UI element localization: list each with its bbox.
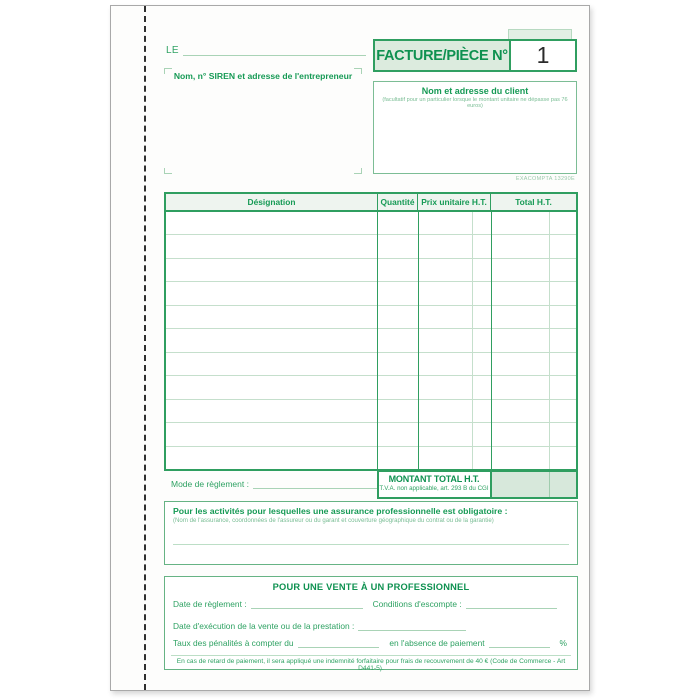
table-row: [166, 259, 576, 282]
column-divider: [418, 212, 419, 469]
insurance-subtitle: (Nom de l'assurance, coordonnées de l'assureur ou du garant et couverture géographique du contrat ou de la garantie): [173, 517, 494, 524]
montant-total-box: [377, 470, 492, 499]
col-header-prix-unitaire: Prix unitaire H.T.: [417, 194, 490, 210]
date-prefix-label: LE: [166, 45, 179, 56]
professional-title: POUR UNE VENTE À UN PROFESSIONNEL: [272, 582, 470, 592]
table-row: [166, 353, 576, 376]
corner-mark-icon: [354, 68, 362, 74]
montant-total-label: MONTANT TOTAL H.T.: [388, 474, 480, 484]
table-row: [166, 306, 576, 329]
insurance-writing-line: [173, 544, 569, 545]
client-box-title: Nom et adresse du client: [421, 86, 529, 96]
client-box-subtitle: (facultatif pour un particulier lorsque le montant unitaire ne dépasse pas 76 euros): [382, 97, 568, 109]
table-body: [164, 212, 578, 471]
tva-note: T.V.A. non applicable, art. 293 B du CGI: [379, 484, 489, 492]
insurance-box: [164, 501, 578, 565]
column-divider: [491, 212, 492, 469]
invoice-number-value: 1: [509, 41, 575, 70]
payment-mode-line: [171, 479, 387, 489]
corner-mark-icon: [164, 68, 172, 74]
execution-label: Date d'exécution de la vente ou de la prestation :: [173, 621, 355, 631]
penalty-prefix-label: Taux des pénalités à compter du: [173, 638, 294, 648]
col-header-designation: Désignation: [247, 197, 296, 207]
payment-date-row: [173, 599, 567, 609]
invoice-title-label: FACTURE/PIÈCE N°: [376, 47, 508, 64]
table-row: [166, 400, 576, 423]
payment-date-label: Date de règlement :: [173, 599, 247, 609]
total-strip: [164, 470, 578, 499]
brand-reference: EXACOMPTA 13290E: [515, 176, 575, 182]
table-body-rows: [166, 212, 576, 469]
table-row: [166, 329, 576, 352]
table-header-row: [164, 192, 578, 212]
date-line: [166, 45, 366, 56]
execution-date-row: [173, 621, 567, 631]
professional-sale-box: [164, 576, 578, 670]
table-row: [166, 423, 576, 446]
divider: [171, 655, 571, 656]
cents-divider: [549, 212, 550, 469]
table-row: [166, 282, 576, 305]
montant-total-cell: [490, 470, 578, 499]
discount-label: Conditions d'escompte :: [372, 599, 462, 609]
writing-line: [489, 638, 550, 648]
cents-divider: [549, 472, 550, 497]
perforation-line: [144, 6, 146, 690]
corner-mark-icon: [164, 168, 172, 174]
entrepreneur-label: Nom, n° SIREN et adresse de l'entrepreneur: [173, 71, 353, 81]
client-address-box: [373, 81, 577, 174]
corner-mark-icon: [354, 168, 362, 174]
insurance-title: Pour les activités pour lesquelles une assurance professionnelle est obligatoire :: [173, 506, 508, 516]
col-header-quantite: Quantité: [377, 194, 417, 210]
cents-divider: [472, 212, 473, 469]
table-row: [166, 447, 576, 469]
invoice-number-box: [373, 39, 577, 72]
writing-line: [466, 599, 557, 609]
table-row: [166, 376, 576, 399]
writing-line: [358, 621, 466, 631]
column-divider: [377, 212, 378, 469]
writing-line: [251, 599, 363, 609]
date-writing-line: [183, 46, 366, 56]
writing-line: [298, 638, 380, 648]
payment-mode-writing-line: [253, 479, 387, 489]
table-row: [166, 235, 576, 258]
entrepreneur-address-zone: [164, 68, 362, 174]
percent-sign: %: [559, 638, 567, 648]
penalty-middle-label: en l'absence de paiement: [389, 638, 485, 648]
invoice-page: [110, 5, 590, 691]
col-header-total: Total H.T.: [490, 194, 576, 210]
late-fee-note: En cas de retard de paiement, il sera appliqué une indemnité forfaitaire pour frais de recouvrement de 40 € (Code de Commerce - Art D441-5).: [176, 658, 566, 672]
payment-mode-label: Mode de règlement :: [171, 479, 249, 489]
table-row: [166, 212, 576, 235]
penalty-rate-row: [173, 638, 567, 648]
